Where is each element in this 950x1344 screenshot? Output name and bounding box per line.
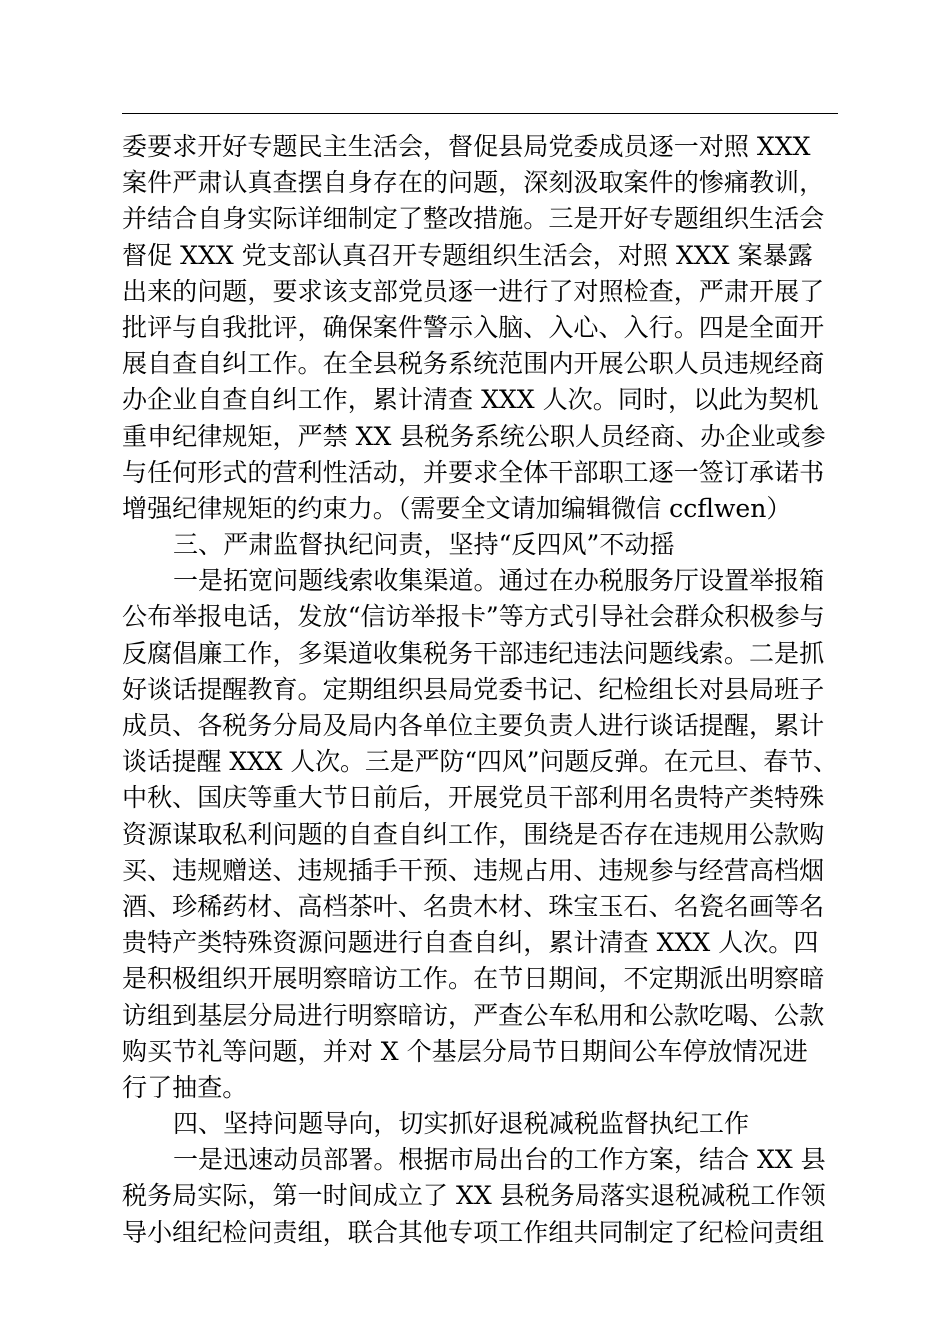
text-line: 购买节礼等问题，并对 X 个基层分局节日期间公车停放情况进 xyxy=(122,1036,808,1066)
text-line: 办企业自查自纠工作，累计清查 XXX 人次。同时，以此为契机 xyxy=(122,385,819,415)
text-line: 中秋、国庆等重大节日前后，开展党员干部利用名贵特产类特殊 xyxy=(122,783,825,813)
text-line: 好谈话提醒教育。定期组织县局党委书记、纪检组长对县局班子 xyxy=(122,674,825,704)
text-line: 资源谋取私利问题的自查自纠工作，围绕是否存在违规用公款购 xyxy=(122,819,825,849)
text-line: 批评与自我批评，确保案件警示入脑、入心、入行。四是全面开 xyxy=(122,312,825,342)
text-line: 贵特产类特殊资源问题进行自查自纠，累计清查 XXX 人次。四 xyxy=(122,928,819,958)
text-line: 行了抽查。 xyxy=(122,1072,248,1102)
document-body xyxy=(122,129,850,1251)
text-line: 成员、各税务分局及局内各单位主要负责人进行谈话提醒，累计 xyxy=(122,711,825,740)
text-line: 增强纪律规矩的约束力。（需要全文请加编辑微信 ccflwen） xyxy=(122,493,792,523)
text-line: 导小组纪检问责组，联合其他专项工作组共同制定了纪检问责组 xyxy=(122,1217,825,1247)
text-line: 与任何形式的营利性活动，并要求全体干部职工逐一签订承诺书 xyxy=(122,457,825,487)
text-line: 反腐倡廉工作，多渠道收集税务干部违纪违法问题线索。二是抓 xyxy=(122,638,825,668)
text-line: 重申纪律规矩，严禁 XX 县税务系统公职人员经商、办企业或参 xyxy=(122,421,826,451)
text-line: 公布举报电话，发放“信访举报卡”等方式引导社会群众积极参与 xyxy=(122,602,825,632)
text-line: 督促 XXX 党支部认真召开专题组织生活会，对照 XXX 案暴露 xyxy=(122,240,813,270)
text-line: 出来的问题，要求该支部党员逐一进行了对照检查，严肃开展了 xyxy=(122,276,825,306)
text-line: 案件严肃认真查摆自身存在的问题，深刻汲取案件的惨痛教训， xyxy=(122,168,825,198)
paragraph-start-line: 三、严肃监督执纪问责，坚持“反四风”不动摇 xyxy=(173,530,675,560)
text-line: 是积极组织开展明察暗访工作。在节日期间，不定期派出明察暗 xyxy=(122,964,825,994)
text-line: 谈话提醒 XXX 人次。三是严防“四风”问题反弹。在元旦、春节、 xyxy=(122,747,838,777)
text-line: 展自查自纠工作。在全县税务系统范围内开展公职人员违规经商 xyxy=(122,349,825,379)
header-rule xyxy=(122,113,838,114)
paragraph-start-line: 一是迅速动员部署。根据市局出台的工作方案，结合 XX 县 xyxy=(173,1145,826,1175)
paragraph-start-line: 一是拓宽问题线索收集渠道。通过在办税服务厅设置举报箱 xyxy=(173,566,825,596)
paragraph-start-line: 四、坚持问题导向，切实抓好退税减税监督执纪工作 xyxy=(173,1109,750,1139)
text-line: 买、违规赠送、违规插手干预、违规占用、违规参与经营高档烟 xyxy=(122,855,825,885)
text-line: 税务局实际，第一时间成立了 XX 县税务局落实退税减税工作领 xyxy=(122,1181,826,1211)
text-line: 酒、珍稀药材、高档茶叶、名贵木材、珠宝玉石、名瓷名画等名 xyxy=(122,891,825,921)
text-line: 访组到基层分局进行明察暗访，严查公车私用和公款吃喝、公款 xyxy=(122,1000,825,1030)
text-line: 委要求开好专题民主生活会，督促县局党委成员逐一对照 XXX xyxy=(122,132,811,161)
text-line: 并结合自身实际详细制定了整改措施。三是开好专题组织生活会 xyxy=(122,204,825,234)
